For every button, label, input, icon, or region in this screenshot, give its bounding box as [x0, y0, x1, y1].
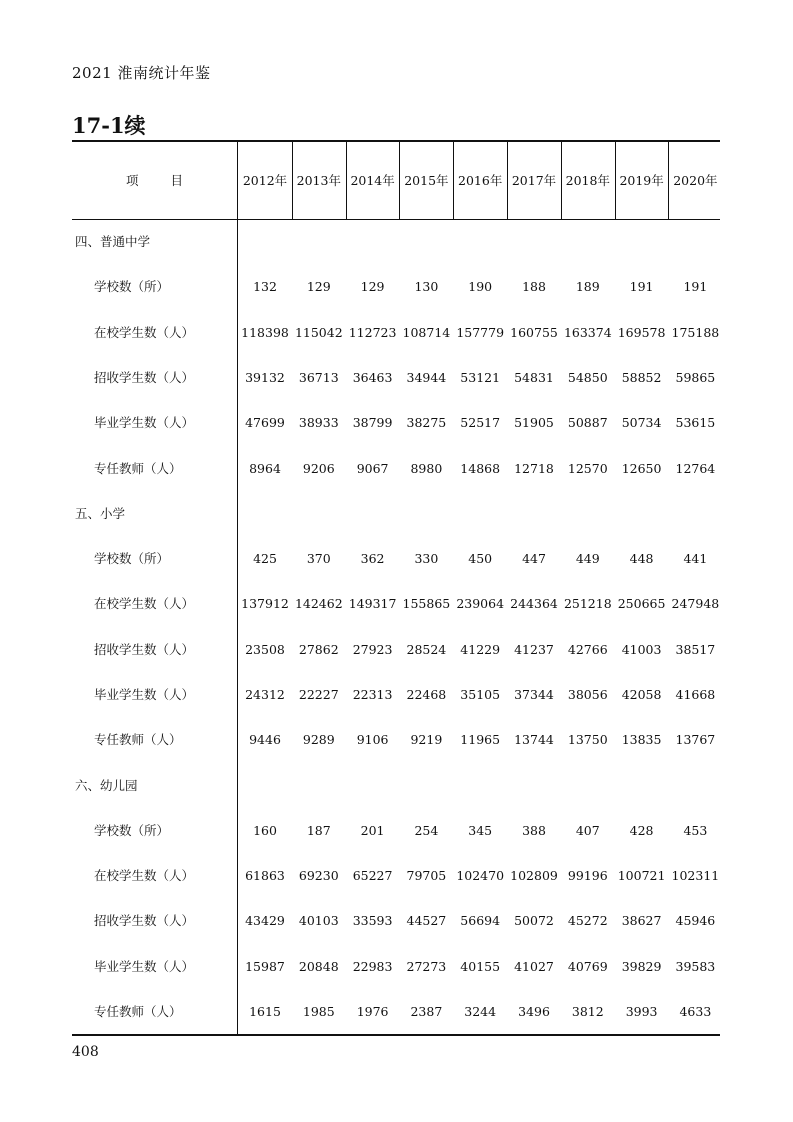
table-cell: 2387: [410, 1004, 443, 1019]
running-title: 2021 淮南统计年鉴: [72, 64, 211, 82]
table-cell: 9289: [302, 732, 335, 747]
table-cell: 100721: [617, 868, 666, 883]
table-cell: 38933: [298, 415, 339, 430]
table-cell: 52517: [460, 415, 501, 430]
table-cell: 13744: [514, 732, 554, 747]
table-cell: 362: [360, 551, 385, 566]
table-cell: 453: [683, 823, 708, 838]
table-cell: 50887: [567, 415, 608, 430]
year-header: 2019年: [619, 173, 664, 188]
table-cell: 175188: [671, 325, 720, 340]
table-cell: 34944: [406, 370, 447, 385]
table-cell: 54850: [567, 370, 608, 385]
year-header: 2014年: [350, 173, 395, 188]
table-cell: 441: [683, 551, 708, 566]
table-cell: 115042: [294, 325, 343, 340]
header-column-divider: [399, 140, 400, 219]
table-cell: 102809: [510, 868, 558, 883]
table-cell: 191: [629, 279, 654, 294]
table-cell: 388: [522, 823, 546, 838]
row-label: 招收学生数（人）: [94, 370, 195, 385]
table-cell: 59865: [675, 370, 716, 385]
table-cell: 27273: [406, 959, 447, 974]
table-cell: 41003: [621, 642, 662, 657]
table-cell: 132: [253, 279, 277, 294]
table-cell: 1985: [302, 1004, 335, 1019]
table-cell: 99196: [567, 868, 608, 883]
row-label: 学校数（所）: [94, 551, 170, 566]
table-cell: 50072: [514, 913, 554, 928]
table-cell: 61863: [245, 868, 285, 883]
row-label: 专任教师（人）: [94, 1004, 182, 1019]
stub-divider: [237, 140, 238, 1035]
row-label: 在校学生数（人）: [94, 325, 195, 340]
table-cell: 250665: [617, 596, 666, 611]
page-number: 408: [72, 1044, 99, 1060]
row-label: 在校学生数（人）: [94, 596, 195, 611]
table-cell: 50734: [621, 415, 662, 430]
table-cell: 42766: [567, 642, 608, 657]
header-column-divider: [615, 140, 616, 219]
table-cell: 36463: [352, 370, 393, 385]
table-cell: 3496: [518, 1004, 550, 1019]
table-cell: 40155: [460, 959, 501, 974]
table-cell: 9446: [249, 732, 281, 747]
table-cell: 189: [575, 279, 600, 294]
table-cell: 27862: [298, 642, 339, 657]
table-cell: 108714: [402, 325, 451, 340]
table-cell: 187: [306, 823, 331, 838]
year-header: 2016年: [458, 173, 503, 188]
table-cell: 45272: [567, 913, 608, 928]
row-label: 专任教师（人）: [94, 461, 182, 476]
table-cell: 38799: [352, 415, 393, 430]
table-cell: 450: [468, 551, 493, 566]
table-cell: 118398: [241, 325, 289, 340]
row-label: 学校数（所）: [94, 279, 170, 294]
table-cell: 37344: [514, 687, 554, 702]
table-cell: 41237: [514, 642, 554, 657]
table-cell: 44527: [406, 913, 447, 928]
table-cell: 191: [683, 279, 708, 294]
table-cell: 160755: [510, 325, 558, 340]
table-cell: 42058: [621, 687, 662, 702]
table-cell: 239064: [456, 596, 505, 611]
table-cell: 449: [575, 551, 600, 566]
section-heading: 五、小学: [75, 506, 126, 521]
table-cell: 39132: [245, 370, 285, 385]
table-cell: 22313: [352, 687, 393, 702]
table-cell: 56694: [460, 913, 501, 928]
year-header: 2017年: [511, 173, 557, 188]
table-cell: 330: [414, 551, 439, 566]
table-cell: 13767: [675, 732, 716, 747]
table-cell: 41229: [460, 642, 501, 657]
header-column-divider: [507, 140, 508, 219]
table-cell: 9206: [302, 461, 335, 476]
table-cell: 20848: [298, 959, 339, 974]
row-label: 招收学生数（人）: [94, 642, 195, 657]
table-cell: 8964: [249, 461, 281, 476]
table-cell: 188: [522, 279, 546, 294]
table-cell: 69230: [298, 868, 339, 883]
row-label: 毕业学生数（人）: [94, 687, 195, 702]
table-cell: 14868: [460, 461, 501, 476]
table-cell: 12764: [675, 461, 716, 476]
table-cell: 53121: [460, 370, 501, 385]
table-cell: 35105: [460, 687, 501, 702]
header-column-divider: [561, 140, 562, 219]
table-cell: 129: [306, 279, 331, 294]
table-cell: 22468: [406, 687, 447, 702]
table-cell: 41027: [514, 959, 554, 974]
table-cell: 65227: [352, 868, 393, 883]
table-cell: 112723: [348, 325, 397, 340]
section-heading: 四、普通中学: [75, 234, 151, 249]
table-cell: 4633: [679, 1004, 712, 1019]
table-cell: 15987: [245, 959, 285, 974]
table-cell: 53615: [675, 415, 716, 430]
table-cell: 12718: [514, 461, 554, 476]
row-label: 毕业学生数（人）: [94, 415, 195, 430]
table-cell: 3812: [571, 1004, 604, 1019]
header-column-divider: [292, 140, 293, 219]
year-header: 2020年: [673, 173, 718, 188]
table-cell: 41668: [675, 687, 716, 702]
table-cell: 169578: [617, 325, 666, 340]
table-cell: 13750: [567, 732, 608, 747]
table-bottom-rule: [72, 1034, 720, 1036]
table-cell: 22227: [298, 687, 339, 702]
table-cell: 39829: [621, 959, 662, 974]
table-cell: 39583: [675, 959, 716, 974]
table-cell: 58852: [621, 370, 662, 385]
year-header: 2018年: [565, 173, 610, 188]
header-column-divider: [668, 140, 669, 219]
table-cell: 45946: [675, 913, 716, 928]
table-cell: 38517: [675, 642, 716, 657]
table-cell: 47699: [245, 415, 285, 430]
table-cell: 11965: [460, 732, 501, 747]
table-cell: 27923: [352, 642, 393, 657]
table-cell: 370: [306, 551, 331, 566]
table-cell: 247948: [671, 596, 720, 611]
table-header-rule: [72, 219, 720, 220]
table-cell: 130: [414, 279, 439, 294]
table-cell: 251218: [563, 596, 612, 611]
table-cell: 12570: [567, 461, 608, 476]
table-cell: 9219: [410, 732, 443, 747]
table-cell: 447: [522, 551, 546, 566]
table-cell: 163374: [563, 325, 612, 340]
table-cell: 33593: [352, 913, 393, 928]
header-column-divider: [346, 140, 347, 219]
table-cell: 102311: [671, 868, 720, 883]
table-cell: 38627: [621, 913, 662, 928]
table-cell: 137912: [241, 596, 289, 611]
table-cell: 129: [360, 279, 385, 294]
table-cell: 428: [629, 823, 654, 838]
table-cell: 1976: [356, 1004, 389, 1019]
table-cell: 190: [468, 279, 493, 294]
table-cell: 9106: [356, 732, 389, 747]
table-cell: 345: [468, 823, 493, 838]
table-cell: 38275: [406, 415, 447, 430]
table-title: 17-1续: [72, 113, 146, 138]
table-cell: 3993: [625, 1004, 658, 1019]
table-cell: 38056: [567, 687, 608, 702]
row-label: 学校数（所）: [94, 823, 170, 838]
table-cell: 448: [629, 551, 654, 566]
table-cell: 3244: [464, 1004, 497, 1019]
table-cell: 40769: [567, 959, 608, 974]
table-cell: 142462: [294, 596, 343, 611]
table-cell: 157779: [456, 325, 505, 340]
table-cell: 425: [253, 551, 277, 566]
table-cell: 244364: [510, 596, 558, 611]
table-cell: 79705: [406, 868, 447, 883]
table-cell: 12650: [621, 461, 662, 476]
header-column-divider: [453, 140, 454, 219]
year-header: 2013年: [296, 173, 341, 188]
row-label: 专任教师（人）: [94, 732, 182, 747]
row-label: 毕业学生数（人）: [94, 959, 195, 974]
table-cell: 24312: [245, 687, 285, 702]
table-cell: 102470: [456, 868, 505, 883]
table-cell: 23508: [245, 642, 285, 657]
year-header: 2012年: [242, 173, 288, 188]
table-cell: 407: [575, 823, 600, 838]
table-cell: 51905: [514, 415, 554, 430]
table-cell: 13835: [621, 732, 662, 747]
table-cell: 8980: [410, 461, 443, 476]
table-cell: 28524: [406, 642, 447, 657]
table-cell: 9067: [356, 461, 389, 476]
table-cell: 54831: [514, 370, 554, 385]
table-top-rule: [72, 140, 720, 142]
item-column-header: 项 目: [126, 173, 183, 188]
table-cell: 36713: [298, 370, 339, 385]
row-label: 招收学生数（人）: [94, 913, 195, 928]
table-cell: 149317: [348, 596, 397, 611]
table-cell: 40103: [298, 913, 339, 928]
table-cell: 1615: [249, 1004, 281, 1019]
table-cell: 155865: [402, 596, 451, 611]
table-cell: 43429: [245, 913, 285, 928]
table-cell: 201: [360, 823, 385, 838]
table-cell: 254: [414, 823, 439, 838]
section-heading: 六、幼儿园: [75, 778, 138, 793]
year-header: 2015年: [404, 173, 449, 188]
row-label: 在校学生数（人）: [94, 868, 195, 883]
table-cell: 22983: [352, 959, 393, 974]
table-cell: 160: [253, 823, 277, 838]
